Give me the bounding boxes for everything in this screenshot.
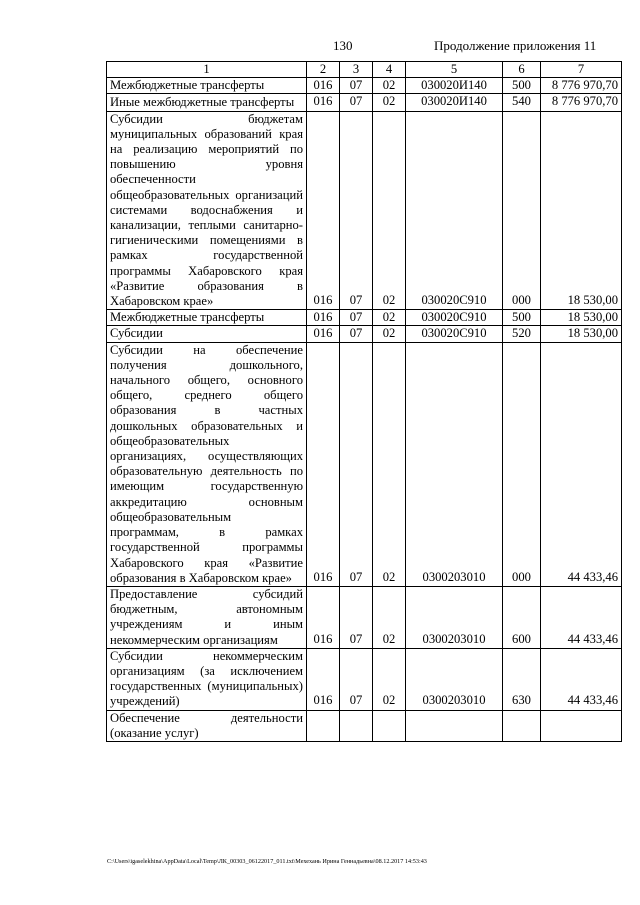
table-row — [107, 310, 622, 326]
target-article-code: 0300203010 — [406, 342, 503, 586]
expense-type-code: 000 — [503, 111, 541, 310]
column-number: 4 — [373, 62, 406, 78]
amount — [541, 710, 622, 741]
amount: 8 776 970,70 — [541, 78, 622, 94]
subsection-code: 02 — [373, 342, 406, 586]
table-row — [107, 78, 622, 94]
amount: 44 433,46 — [541, 342, 622, 586]
subsection-code: 02 — [373, 94, 406, 111]
amount: 18 530,00 — [541, 111, 622, 310]
ministry-code: 016 — [307, 310, 340, 326]
column-number: 1 — [107, 62, 307, 78]
ministry-code: 016 — [307, 326, 340, 342]
expense-name: Предоставление субсидий бюджетным, автономным учреждениям и иным некоммерческим организациям — [107, 586, 307, 648]
expense-type-code — [503, 710, 541, 741]
column-number: 7 — [541, 62, 622, 78]
footer-file-path: C:\Users\igaselekhina\AppData\Local\Temp\ЛК_00303_06122017_011.txt\Мехехань Ирина Геннадьевна\08.12.2017 14:53:43 — [107, 858, 427, 865]
expense-name: Субсидии некоммерческим организациям (за исключением государственных (муниципальных) учреждений) — [107, 648, 307, 710]
expense-type-code: 500 — [503, 78, 541, 94]
table-row — [107, 710, 622, 741]
ministry-code: 016 — [307, 586, 340, 648]
amount: 44 433,46 — [541, 648, 622, 710]
expense-type-code: 520 — [503, 326, 541, 342]
amount: 18 530,00 — [541, 310, 622, 326]
section-code: 07 — [340, 342, 373, 586]
section-code: 07 — [340, 111, 373, 310]
target-article-code: 030020С910 — [406, 310, 503, 326]
target-article-code: 030020И140 — [406, 78, 503, 94]
ministry-code: 016 — [307, 648, 340, 710]
target-article-code — [406, 710, 503, 741]
expense-type-code: 630 — [503, 648, 541, 710]
amount: 18 530,00 — [541, 326, 622, 342]
section-code: 07 — [340, 586, 373, 648]
table-row — [107, 326, 622, 342]
section-code: 07 — [340, 78, 373, 94]
expense-type-code: 540 — [503, 94, 541, 111]
expense-type-code: 500 — [503, 310, 541, 326]
expense-name: Субсидии на обеспечение получения дошкольного, начального общего, основного общего, среднего общего образования в частных дошкольных образовательных и общеобразовательных организациях, осуществляющих образовательную деятельность по имеющим государственную аккредитацию основным общеобразовательным программам, в рамках государственной программы Хабаровского края «Развитие образования в Хабаровском крае» — [107, 342, 307, 586]
ministry-code: 016 — [307, 111, 340, 310]
subsection-code: 02 — [373, 111, 406, 310]
budget-table — [106, 61, 622, 742]
subsection-code: 02 — [373, 648, 406, 710]
target-article-code: 0300203010 — [406, 586, 503, 648]
target-article-code: 030020С910 — [406, 326, 503, 342]
expense-name: Субсидии бюджетам муниципальных образований края на реализацию мероприятий по повышению уровня обеспеченности общеобразовательных организаций системами водоснабжения и канализации, теплыми санитарно-гигиеническими помещениями в рамках государственной программы Хабаровского края «Развитие образования в Хабаровском крае» — [107, 111, 307, 310]
expense-name: Обеспечение деятельности (оказание услуг) — [107, 710, 307, 741]
table-row — [107, 648, 622, 710]
section-code: 07 — [340, 326, 373, 342]
page-number: 130 — [333, 38, 353, 53]
subsection-code: 02 — [373, 586, 406, 648]
section-code: 07 — [340, 94, 373, 111]
amount: 8 776 970,70 — [541, 94, 622, 111]
table-row — [107, 586, 622, 648]
ministry-code: 016 — [307, 78, 340, 94]
table-row — [107, 94, 622, 111]
ministry-code: 016 — [307, 342, 340, 586]
expense-name: Межбюджетные трансферты — [107, 78, 307, 94]
column-number: 5 — [406, 62, 503, 78]
table-row — [107, 111, 622, 310]
subsection-code: 02 — [373, 326, 406, 342]
amount: 44 433,46 — [541, 586, 622, 648]
column-number: 3 — [340, 62, 373, 78]
section-code — [340, 710, 373, 741]
subsection-code — [373, 710, 406, 741]
expense-type-code: 000 — [503, 342, 541, 586]
column-number: 2 — [307, 62, 340, 78]
target-article-code: 030020И140 — [406, 94, 503, 111]
ministry-code — [307, 710, 340, 741]
section-code: 07 — [340, 648, 373, 710]
table-row — [107, 342, 622, 586]
subsection-code: 02 — [373, 78, 406, 94]
column-number: 6 — [503, 62, 541, 78]
subsection-code: 02 — [373, 310, 406, 326]
target-article-code: 0300203010 — [406, 648, 503, 710]
section-code: 07 — [340, 310, 373, 326]
target-article-code: 030020С910 — [406, 111, 503, 310]
appendix-label: Продолжение приложения 11 — [434, 38, 597, 53]
expense-name: Иные межбюджетные трансферты — [107, 94, 307, 111]
expense-type-code: 600 — [503, 586, 541, 648]
expense-name: Субсидии — [107, 326, 307, 342]
ministry-code: 016 — [307, 94, 340, 111]
expense-name: Межбюджетные трансферты — [107, 310, 307, 326]
column-number-row — [107, 62, 622, 78]
